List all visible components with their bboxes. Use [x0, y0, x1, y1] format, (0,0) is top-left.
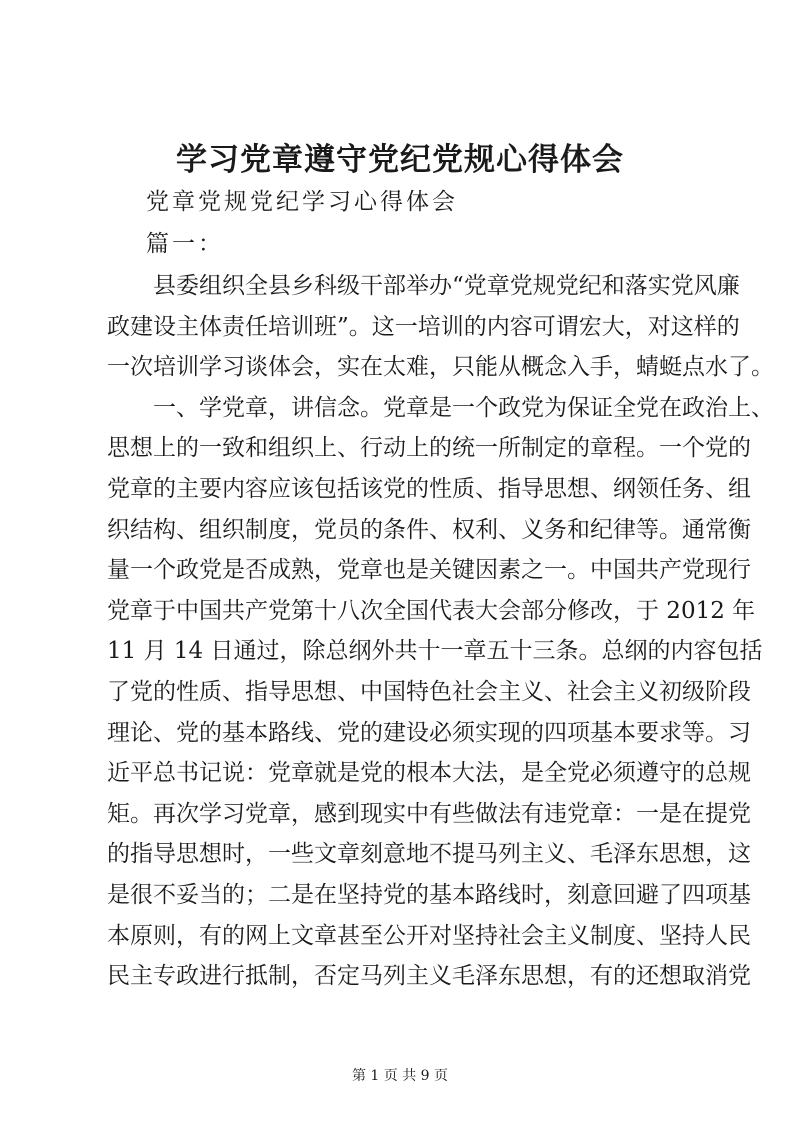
text-line: 县委组织全县乡科级干部举办“党章党规党纪和落实党风廉	[107, 273, 740, 299]
text-line: 矩。再次学习党章，感到现实中有些做法有违党章：一是在提党	[107, 800, 751, 827]
text-line: 量一个政党是否成熟，党章也是关键因素之一。中国共产党现行	[107, 557, 751, 584]
text-line: 党章的主要内容应该包括该党的性质、指导思想、纲领任务、组	[107, 475, 751, 502]
text-line: 理论、党的基本路线、党的建设必须实现的四项基本要求等。习	[107, 719, 751, 746]
text-line: 近平总书记说：党章就是党的根本大法，是全党必须遵守的总规	[107, 760, 751, 787]
text-line: 了党的性质、指导思想、中国特色社会主义、社会主义初级阶段	[107, 678, 751, 705]
document-subtitle: 党章党规党纪学习心得体会	[146, 189, 458, 215]
text-line: 11 月 14 日通过，除总纲外共十一章五十三条。总纲的内容包括	[107, 638, 763, 665]
text-line: 党章于中国共产党第十八次全国代表大会部分修改，于 2012 年	[107, 597, 756, 624]
text-line: 的指导思想时，一些文章刻意地不提马列主义、毛泽东思想，这	[107, 841, 751, 868]
document-body	[107, 266, 774, 997]
text-line: 一次培训学习谈体会，实在太难，只能从概念入手，蜻蜓点水了。	[107, 354, 774, 381]
text-line: 织结构、组织制度，党员的条件、权利、义务和纪律等。通常衡	[107, 516, 751, 543]
text-line: 政建设主体责任培训班”。这一培训的内容可谓宏大，对这样的	[107, 313, 740, 340]
page-footer: 第 1 页 共 9 页	[351, 1068, 449, 1084]
text-line: 民主专政进行抵制，否定马列主义毛泽东思想，有的还想取消党	[107, 963, 751, 990]
text-line: 一、学党章，讲信念。党章是一个政党为保证全党在政治上、	[107, 394, 774, 421]
text-line: 思想上的一致和组织上、行动上的统一所制定的章程。一个党的	[107, 435, 751, 462]
text-line: 是很不妥当的；二是在坚持党的基本路线时，刻意回避了四项基	[107, 881, 751, 908]
section-heading: 篇一：	[146, 231, 224, 257]
document-title: 学习党章遵守党纪党规心得体会	[176, 142, 624, 178]
text-line: 本原则，有的网上文章甚至公开对坚持社会主义制度、坚持人民	[107, 922, 751, 949]
